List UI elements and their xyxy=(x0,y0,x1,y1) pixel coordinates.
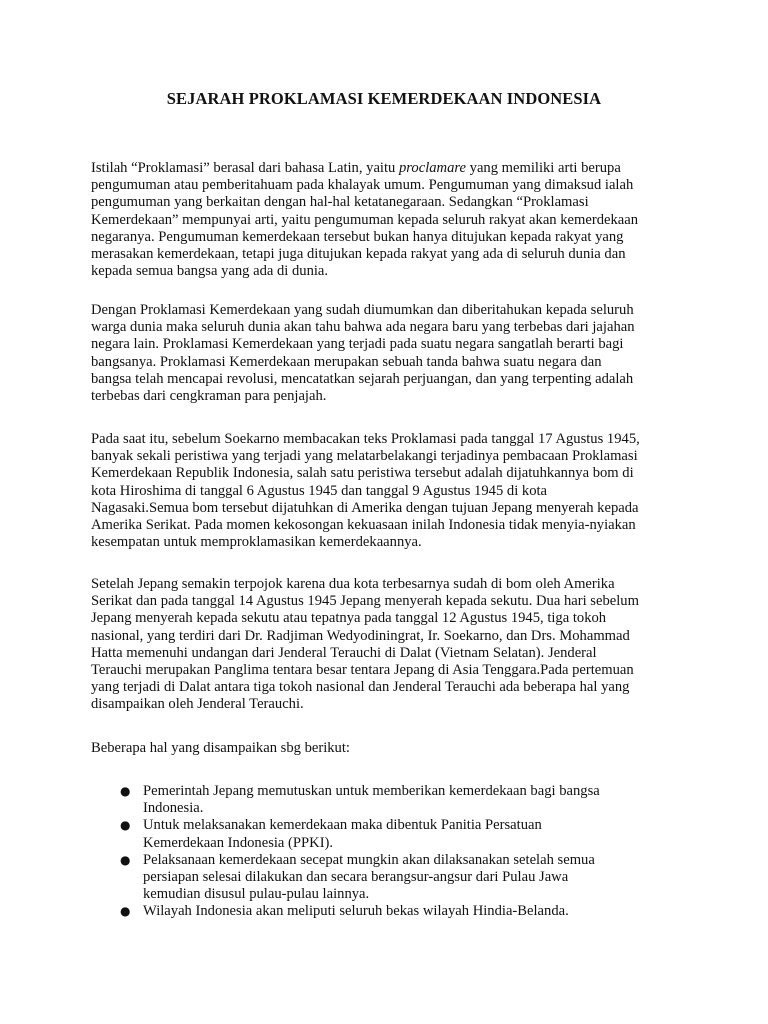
bullet-item-4 xyxy=(120,903,663,920)
bullet-dot-icon: ● xyxy=(120,852,131,867)
paragraph-3: Pada saat itu, sebelum Soekarno membacakan teks Proklamasi pada tanggal 17 Agustus 1945, banyak sekali peristiwa yang terjadi yang melatarbelakangi terjadinya pembacaan Proklamasi Kemerdekaan Republik Indonesia, salah satu peristiwa tersebut adalah dijatuhkannya bom di kota Hiroshima di tanggal 6 Agustus 1945 dan tanggal 9 Agustus 1945 di kota Nagasaki.Semua bom tersebut dijatuhkan di Amerika dengan tujuan Jepang menyerah kepada Amerika Serikat. Pada momen kekosongan kekuasaan inilah Indonesia tidak menyia-nyiakan kesempatan untuk memproklamasikan kemerdekaannya. xyxy=(91,431,640,551)
paragraph-5: Beberapa hal yang disampaikan sbg berikut: xyxy=(91,740,350,756)
bullet-item-1 xyxy=(120,783,663,817)
paragraph-1-italic-term: proclamare xyxy=(398,160,466,176)
bullet-item-1-text: Pemerintah Jepang memutuskan untuk memberikan kemerdekaan bagi bangsa Indonesia. xyxy=(143,783,600,817)
bullet-dot-icon: ● xyxy=(120,784,131,798)
bullet-item-3-text: Pelaksanaan kemerdekaan secepat mungkin akan dilaksanakan setelah semua persiapan selesai dilakukan dan secara berangsur-angsur dari Pulau Jawa kemudian disusul pulau-pulau lainnya. xyxy=(143,851,595,903)
paragraph-1-text-b: yang memiliki arti berupa pengumuman atau pemberitahuam pada khalayak umum. Pengumuman yang dimaksud ialah pengumuman yang berkaitan dengan hal-hal ketatanegaraan. Sedangkan “Proklamasi Kemerdekaan” mempunyai arti, yaitu pengumuman kepada seluruh rakyat akan kemerdekaan negaranya. Pengumuman kemerdekaan tersebut bukan hanya ditujukan kepada rakyat yang merasakan kemerdekaan, tetapi juga ditujukan kepada rakyat yang ada di seluruh dunia dan kepada semua bangsa yang ada di dunia. xyxy=(91,160,639,280)
bullet-item-2-text: Untuk melaksanakan kemerdekaan maka dibentuk Panitia Persatuan Kemerdekaan Indonesia (PPKI). xyxy=(143,817,542,851)
bullet-dot-icon: ● xyxy=(120,904,131,919)
bullet-item-3 xyxy=(120,851,663,904)
bullet-dot-icon: ● xyxy=(120,818,131,833)
paragraph-4: Setelah Jepang semakin terpojok karena dua kota terbesarnya sudah di bom oleh Amerika Serikat dan pada tanggal 14 Agustus 1945 Jepang menyerah kepada sekutu. Dua hari sebelum Jepang menyerah kepada sekutu atau tepatnya pada tanggal 12 Agustus 1945, tiga tokoh nasional, yang terdiri dari Dr. Radjiman Wedyodiningrat, Ir. Soekarno, dan Drs. Mohammad Hatta memenuhi undangan dari Jenderal Terauchi di Dalat (Vietnam Selatan). Jenderal Terauchi merupakan Panglima tentara besar tentara Jepang di Asia Tenggara.Pada pertemuan yang terjadi di Dalat antara tiga tokoh nasional dan Jenderal Terauchi ada beberapa hal yang disampaikan oleh Jenderal Terauchi. xyxy=(91,576,639,713)
bullet-item-2 xyxy=(120,817,663,851)
paragraph-2: Dengan Proklamasi Kemerdekaan yang sudah diumumkan dan diberitahukan kepada seluruh warga dunia maka seluruh dunia akan tahu bahwa ada negara baru yang terbebas dari jajahan negara lain. Proklamasi Kemerdekaan yang terjadi pada suatu negara sangatlah berarti bagi bangsanya. Proklamasi Kemerdekaan merupakan sebuah tanda bahwa suatu negara dan bangsa telah mencapai revolusi, mencatatkan sejarah perjuangan, dan yang terpenting adalah terbebas dari cengkraman para penjajah. xyxy=(91,302,635,405)
paragraph-1 xyxy=(91,160,691,280)
bullet-list xyxy=(120,783,663,921)
paragraph-1-text-a: Istilah “Proklamasi” berasal dari bahasa Latin, yaitu xyxy=(91,160,399,176)
bullet-item-4-text: Wilayah Indonesia akan meliputi seluruh bekas wilayah Hindia-Belanda. xyxy=(143,903,569,920)
document-title: SEJARAH PROKLAMASI KEMERDEKAAN INDONESIA xyxy=(166,89,602,108)
